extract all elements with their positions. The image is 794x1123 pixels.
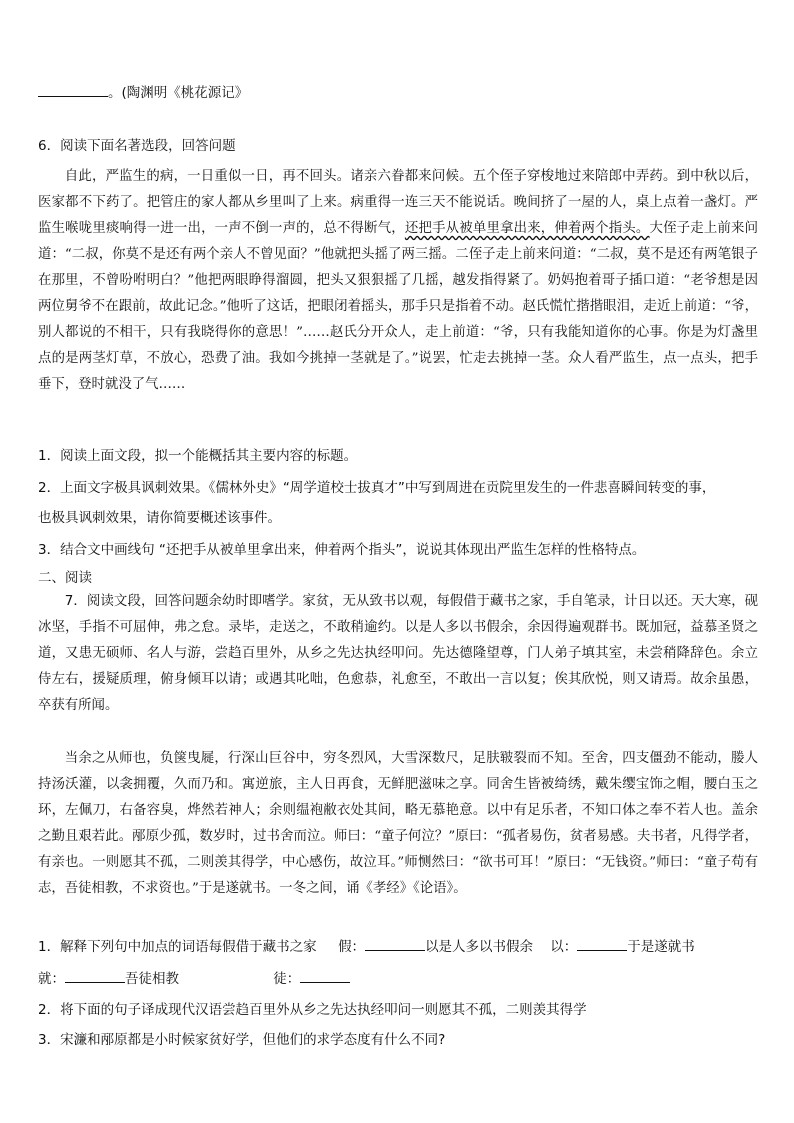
answer-blank-tu[interactable] (300, 968, 350, 983)
question-7-sub-3: 3．宋濂和邴原都是小时候家贫好学，但他们的求学态度有什么不同? (38, 1032, 446, 1048)
label-jia: 假： (338, 939, 366, 955)
section-title: 二、阅读 (38, 570, 92, 586)
sub-1-text-c: 于是遂就书 (627, 939, 695, 955)
question-7-passage-1 (38, 588, 758, 728)
question-6-sub-1: 1．阅读上面文段，拟一个能概括其主要内容的标题。 (38, 448, 358, 464)
label-jiu: 就： (38, 971, 65, 987)
answer-blank-jiu[interactable] (65, 968, 125, 983)
passage-text: 自此，严监生的病，一日重似一日，再不回头。诸亲六眷都来问候。五个侄子穿梭地过来陪郎中弄药。到中秋以后，医家都不下药了。把管庄的家人都从乡里叫了上来。病重得一连三天不能说话。晚间挤了一屋的人，桌上点着一盏灯。严监生喉咙里痰响得一进一出，一声不倒一声的，总不得断气， (38, 169, 758, 236)
question-7-sub-2: 2．将下面的句子译成现代汉语尝趋百里外从乡之先达执经叩问一则愿其不孤，二则羡其得学 (38, 1002, 587, 1018)
label-yi: 以： (550, 939, 578, 955)
underlined-sentence: 还把手从被单里拿出来，伸着两个指头。 (404, 221, 650, 236)
answer-blank-yi[interactable] (577, 936, 627, 951)
sub-1-text-d: 吾徒相教 (125, 971, 179, 987)
passage-text: 大侄子走上前来问道：“二叔，你莫不是还有两个亲人不曾见面？”他就把头摇了两三摇。二侄子走上前来问道：“二叔，莫不是还有两笔银子在那里，不曾吩咐明白？”他把两眼睁得溜圆，把头又狠狠摇了几摇，越发指得紧了。奶妈抱着哥子插口道：“老爷想是因两位舅爷不在跟前，故此记念。”他听了这话，把眼闭着摇头，那手只是指着不动。赵氏慌忙揩揩眼泪，走近上前道：“爷，别人都说的不相干，只有我晓得你的意思！”……赵氏分开众人，走上前道：“爷，只有我能知道你的心事。你是为灯盏里点的是两茎灯草，不放心，恐费了油。我如今挑掉一茎就是了。”说罢，忙走去挑掉一茎。众人看严监生，点一点头，把手垂下，登时就没了气…… (38, 221, 758, 392)
passage-text: 当余之从师也，负箧曳屣，行深山巨谷中，穷冬烈风，大雪深数尺，足肤皲裂而不知。至舍，四支僵劲不能动，媵人持汤沃灌，以衾拥覆，久而乃和。寓逆旅，主人日再食，无鲜肥滋味之享。同舍生皆被绮绣，戴朱缨宝饰之帽，腰白玉之环，左佩刀，右备容臭，烨然若神人；余则缊袍敝衣处其间，略无慕艳意。以中有足乐者，不知口体之奉不若人也。盖余之勤且艰若此。邴原少孤，数岁时，过书舍而泣。师曰：“童子何泣？”原曰：“孤者易伤，贫者易感。夫书者，凡得学者，有亲也。一则愿其不孤，二则羡其得学，中心感伤，故泣耳。”师恻然曰：“欲书可耳！”原曰：“无钱资。”师曰：“童子苟有志，吾徒相教，不求资也。”于是遂就书。一冬之间，诵《孝经》《论语》。 (38, 751, 758, 896)
question-6-heading: 6．阅读下面名著选段，回答问题 (38, 138, 236, 154)
answer-blank-jia[interactable] (365, 936, 425, 951)
question-7-sub-1 (38, 936, 758, 957)
label-tu: 徒： (273, 971, 301, 987)
passage-text: 余幼时即嗜学。家贫，无从致书以观，每假借于藏书之家，手自笔录，计日以还。天大寒，砚冰坚，手指不可屈伸，弗之怠。录毕，走送之，不敢稍逾约。以是人多以书假余，余因得遍观群书。既加冠，益慕圣贤之道，又患无硕师、名人与游，尝趋百里外，从乡之先达执经叩问。先达德隆望尊，门人弟子填其室，未尝稍降辞色。余立侍左右，援疑质理，俯身倾耳以请；或遇其叱咄，色愈恭，礼愈至，不敢出一言以复；俟其欣悦，则又请焉。故余虽愚，卒获有所闻。 (38, 594, 758, 713)
question-6-sub-2-cont: 也极具讽刺效果，请你简要概述该事件。 (38, 510, 281, 526)
question-7-heading: 7．阅读文段，回答问题 (64, 593, 209, 609)
question-7-passage-2 (38, 746, 758, 930)
question-7-sub-1-cont (38, 968, 758, 989)
question-6-sub-3: 3．结合文中画线句 “还把手从被单里拿出来，伸着两个指头”，说说其体现出严监生怎样的性格特点。 (38, 542, 646, 558)
answer-blank[interactable] (38, 82, 108, 97)
previous-question-tail (38, 82, 758, 103)
sub-1-text: 1．解释下列句中加点的词语每假借于藏书之家 (38, 939, 317, 955)
question-6-passage (38, 164, 758, 426)
source-citation: 。(陶渊明《桃花源记》 (108, 85, 249, 101)
sub-1-text-b: 以是人多以书假余 (425, 939, 534, 955)
question-6-sub-2: 2．上面文字极具讽刺效果。《儒林外史》“周学道校士拔真才”中写到周进在贡院里发生的一件悲喜瞬间转变的事， (38, 480, 716, 496)
